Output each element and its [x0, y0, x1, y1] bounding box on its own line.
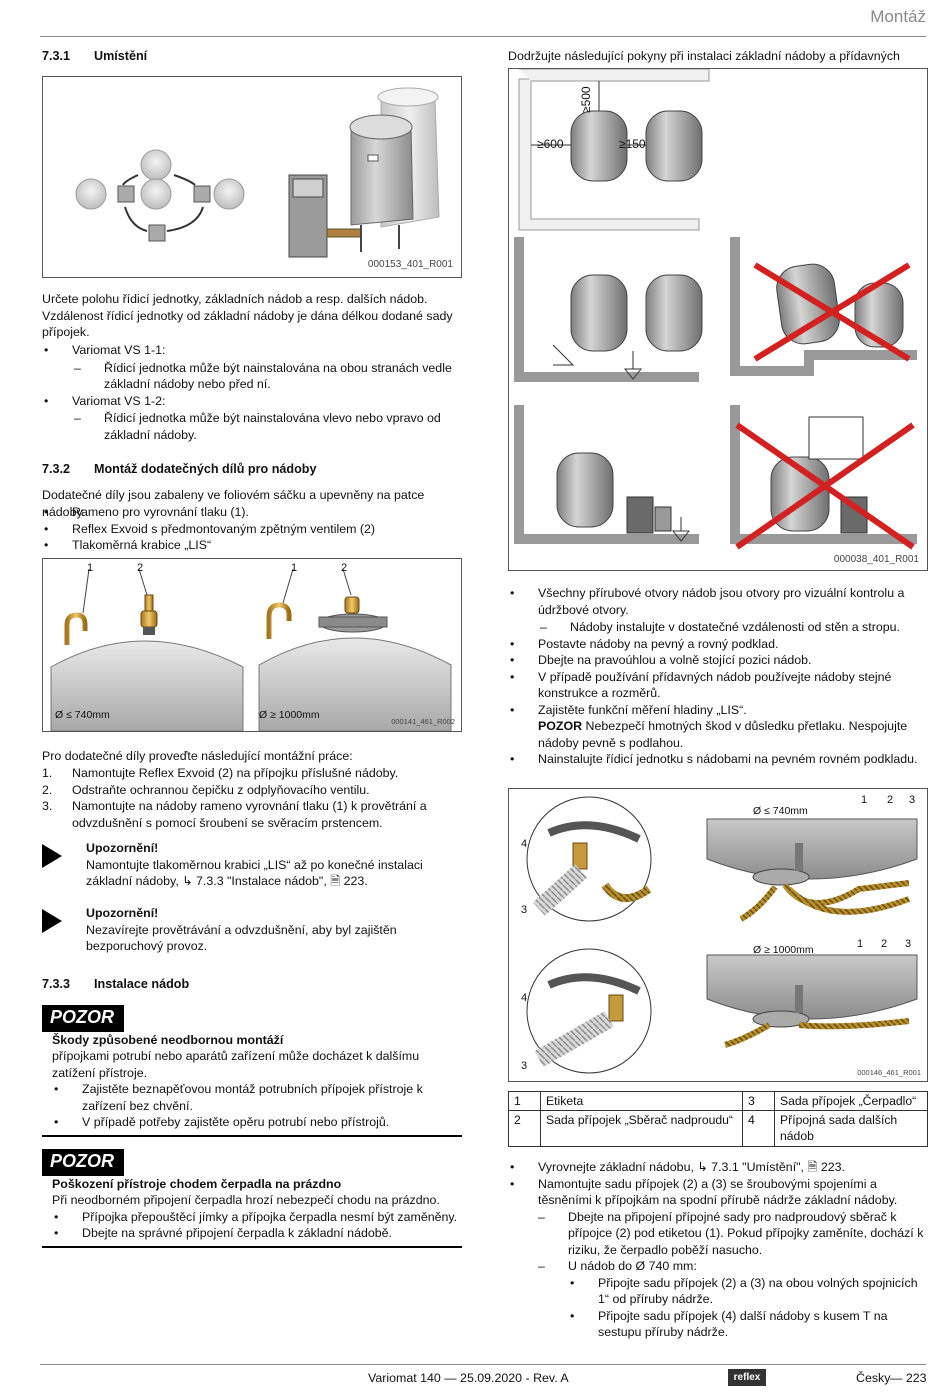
table-cell: Sada přípojek „Sběrač nadproudu“	[541, 1111, 743, 1146]
figure-id: 000038_401_R001	[833, 553, 919, 565]
callout-1: 1	[861, 794, 868, 806]
figure-id: 000141_461_R002	[391, 717, 455, 727]
dimension-label: Ø ≥ 1000mm	[753, 944, 814, 956]
callout-2: 2	[881, 938, 888, 950]
tank-positioning-illustration	[509, 69, 927, 570]
warning-pump-dry-run	[42, 1149, 462, 1248]
assembly-steps	[42, 765, 462, 831]
install-steps-list	[508, 1159, 928, 1341]
list-item: • Reflex Exvoid s předmontovaným zpětným ventilem (2)	[42, 521, 462, 538]
figure-id: 000146_461_R001	[857, 1068, 921, 1078]
figure-id: 000153_401_R001	[367, 258, 453, 270]
warning-badge: POZOR	[42, 1149, 124, 1176]
list-item: • Variomat VS 1-2: – Řídicí jednotka může být nainstalována vlevo nebo vpravo od základní nádoby.	[42, 393, 462, 444]
table-cell: Přípojná sada dalších nádob	[775, 1111, 928, 1146]
table-cell: 4	[743, 1111, 775, 1146]
warning-title: Škody způsobené neodbornou montáží	[52, 1032, 284, 1047]
note-lis-box	[42, 840, 462, 890]
list-subitem: – Dbejte na připojení přípojné sady pro nadproudový sběrač k přípojce (2) pod etiketou (1). Pokud přípojky zaměníte, dochází k riziku, že čerpadlo poběží nasucho.	[508, 1209, 928, 1259]
list-item: • Dbejte na pravoúhlou a volně stojící pozici nádob.	[508, 652, 928, 669]
callout-2: 2	[887, 794, 894, 806]
install-intro: Dodržujte následující pokyny při instalaci základní nádoby a přídavných	[508, 49, 900, 63]
dimension-label: ≥150	[619, 137, 646, 151]
figure-tank-positioning	[508, 68, 928, 571]
warning-installation-damage	[42, 1005, 462, 1137]
list-item: • Nainstalujte řídicí jednotku s nádobami na pevném rovném podkladu.	[508, 751, 928, 768]
table-cell: Etiketa	[541, 1092, 743, 1111]
list-subsubitem: • Připojte sadu přípojek (4) další nádoby s kusem T na sestupu příruby nádrže.	[508, 1308, 928, 1341]
list-item: • Všechny přírubové otvory nádob jsou otvory pro vizuální kontrolu a údržbové otvory. – Nádoby instalujte v dostatečné vzdálenosti od stěn a stropu.	[508, 585, 928, 636]
connection-sets-illustration	[509, 789, 927, 1081]
list-item: • Variomat VS 1-1: – Řídicí jednotka může být nainstalována na obou stranách vedle základní nádoby nebo před ní.	[42, 342, 462, 393]
variomat-list	[42, 342, 462, 443]
note-text: Namontujte tlakoměrnou krabici „LIS“ až po konečné instalaci základní nádoby, ↳ 7.3.3 "Instalace nádob", 🗎 223.	[86, 857, 423, 888]
list-subsubitem: • Připojte sadu přípojek (2) a (3) na obou volných spojnicích 1“ od příruby nádrže.	[508, 1275, 928, 1308]
list-item: • V případě potřeby zajistěte opěru potrubí nebo přístrojů.	[52, 1114, 462, 1131]
reflex-logo: reflex	[728, 1369, 766, 1386]
dimension-label: Ø ≤ 740mm	[753, 805, 808, 817]
placement-paragraph: Určete polohu řídicí jednotky, základních nádob a resp. dalších nádob. Vzdálenost řídicí jednotky od základní nádoby je dána délkou dodané sady přípojek.	[42, 292, 453, 339]
list-subitem: – U nádob do Ø 740 mm: • Připojte sadu přípojek (2) a (3) na obou volných spojnicích 1“ od příruby nádrže. • Připojte sadu přípojek (4) další nádoby s kusem T na sestupu příruby nádrže.	[508, 1258, 928, 1341]
dimension-label: ≥500	[579, 86, 593, 113]
legend-table	[508, 1091, 928, 1147]
parts-paragraph: Dodatečné díly jsou zabaleny ve foliovém sáčku a upevněny na patce nádoby.	[42, 488, 425, 519]
footer-page-number: — 223	[890, 1371, 927, 1385]
warning-text: přípojkami potrubí nebo aparátů zařízení může docházet k dalšímu zatížení přístroje.	[52, 1049, 420, 1080]
footer-doc-info: Variomat 140 — 25.09.2020 - Rev. A	[368, 1371, 569, 1385]
warning-rule	[42, 1246, 462, 1248]
list-item: • Přípojka přepouštěcí jímky a přípojka čerpadla nesmí být zaměněny.	[52, 1209, 462, 1226]
list-item: • Rameno pro vyrovnání tlaku (1).	[42, 504, 462, 521]
note-arrow-icon	[42, 844, 62, 868]
list-item: • Zajistěte funkční měření hladiny „LIS“. POZOR Nebezpečí hmotných škod v důsledku přetlaku. Nespojujte nádoby pevně s podlahou.	[508, 702, 928, 752]
inline-warning-label: POZOR	[538, 719, 583, 733]
table-row	[509, 1092, 928, 1111]
tank-rules-list	[508, 585, 928, 768]
warning-rule	[42, 1135, 462, 1137]
callout-4: 4	[521, 992, 528, 1004]
dimension-label: Ø ≥ 1000mm	[259, 709, 320, 721]
warning-title: Poškození přístroje chodem čerpadla na prázdno	[52, 1176, 342, 1191]
footer-rule	[40, 1364, 926, 1365]
step-item: 3. Namontujte na nádoby rameno vyrovnání tlaku (1) k provětrání a odvzdušnění s pomocí šroubení se svěracím prstencem.	[42, 799, 427, 830]
steps-intro: Pro dodatečné díly proveďte následující montážní práce:	[42, 749, 353, 763]
figure-additional-parts	[42, 558, 462, 732]
list-item: • Dbejte na správné připojení čerpadla k základní nádobě.	[52, 1225, 462, 1242]
section-7-3-3-heading: 7.3.3 Instalace nádob	[42, 977, 190, 991]
header-rule	[40, 36, 926, 37]
table-cell: 2	[509, 1111, 541, 1146]
figure-connection-sets	[508, 788, 928, 1082]
section-7-3-1-heading: 7.3.1 Umístění	[42, 49, 148, 63]
list-item: • Namontujte sadu přípojek (2) a (3) se šroubovými spojeními a těsněními k přípojkám na spodní přírubě nádrže základní nádoby. – Dbejte na připojení přípojné sady pro nadproudový sběrač k přípojce (2) pod etiketou (1). Pokud přípojky zaměníte, dochází k riziku, že čerpadlo poběží nasucho. – U nádob do Ø 740 mm: • Připojte sadu přípojek (2) a (3) na obou volných spojnicích 1“ od příruby nádrže. • Připojte sadu přípojek (4) další nádoby s kusem T na sestupu příruby nádrže.	[508, 1176, 928, 1341]
placement-illustration	[43, 77, 461, 277]
callout-4: 4	[521, 838, 528, 850]
callout-3: 3	[905, 938, 912, 950]
step-item: 1. Namontujte Reflex Exvoid (2) na přípojku příslušné nádoby.	[42, 766, 399, 780]
callout-1: 1	[857, 938, 864, 950]
list-item: • V případě používání přídavných nádob používejte nádoby stejné konstrukce a rozměrů.	[508, 669, 928, 702]
callout-1: 1	[87, 562, 94, 574]
warning-text: Při neodborném připojení čerpadla hrozí nebezpečí chodu na prázdno.	[52, 1193, 440, 1208]
parts-list	[42, 504, 462, 554]
list-item: • Tlakoměrná krabice „LIS“	[42, 537, 462, 554]
table-cell: 3	[743, 1092, 775, 1111]
note-text: Nezavírejte provětrávání a odvzdušnění, aby byl zajištěn bezporuchový provoz.	[86, 922, 397, 953]
note-arrow-icon	[42, 909, 62, 933]
table-cell: Sada přípojek „Čerpadlo“	[775, 1092, 928, 1111]
list-item: • Postavte nádoby na pevný a rovný podklad.	[508, 636, 928, 653]
table-cell: 1	[509, 1092, 541, 1111]
callout-2: 2	[137, 562, 144, 574]
footer-language: Česky	[856, 1371, 891, 1385]
list-subitem: – Nádoby instalujte v dostatečné vzdálenosti od stěn a stropu.	[508, 619, 928, 636]
dimension-label: ≥600	[537, 137, 564, 151]
list-item: • Zajistěte beznapěťovou montáž potrubních přípojek přístroje k zařízení bez chvění.	[52, 1081, 462, 1114]
header-title: Montáž	[870, 7, 926, 26]
section-7-3-2-heading: 7.3.2 Montáž dodatečných dílů pro nádoby	[42, 462, 317, 476]
figure-placement	[42, 76, 462, 278]
list-subitem: – Řídicí jednotka může být nainstalována vlevo nebo vpravo od základní nádoby.	[42, 410, 462, 443]
note-title: Upozornění!	[86, 841, 159, 855]
list-item: • Vyrovnejte základní nádobu, ↳ 7.3.1 "Umístění", 🗎 223.	[508, 1159, 928, 1176]
warning-badge: POZOR	[42, 1005, 124, 1032]
note-venting	[42, 905, 462, 955]
callout-3: 3	[521, 1060, 528, 1072]
callout-3: 3	[521, 904, 528, 916]
callout-3: 3	[909, 794, 916, 806]
step-item: 2. Odstraňte ochrannou čepičku z odplyňovacího ventilu.	[42, 782, 370, 797]
callout-2: 2	[341, 562, 348, 574]
additional-parts-illustration	[43, 559, 461, 731]
dimension-label: Ø ≤ 740mm	[55, 709, 110, 721]
list-subitem: – Řídicí jednotka může být nainstalována na obou stranách vedle základní nádoby nebo před ní.	[42, 360, 462, 393]
note-title: Upozornění!	[86, 906, 159, 920]
table-row	[509, 1111, 928, 1146]
callout-1: 1	[291, 562, 298, 574]
